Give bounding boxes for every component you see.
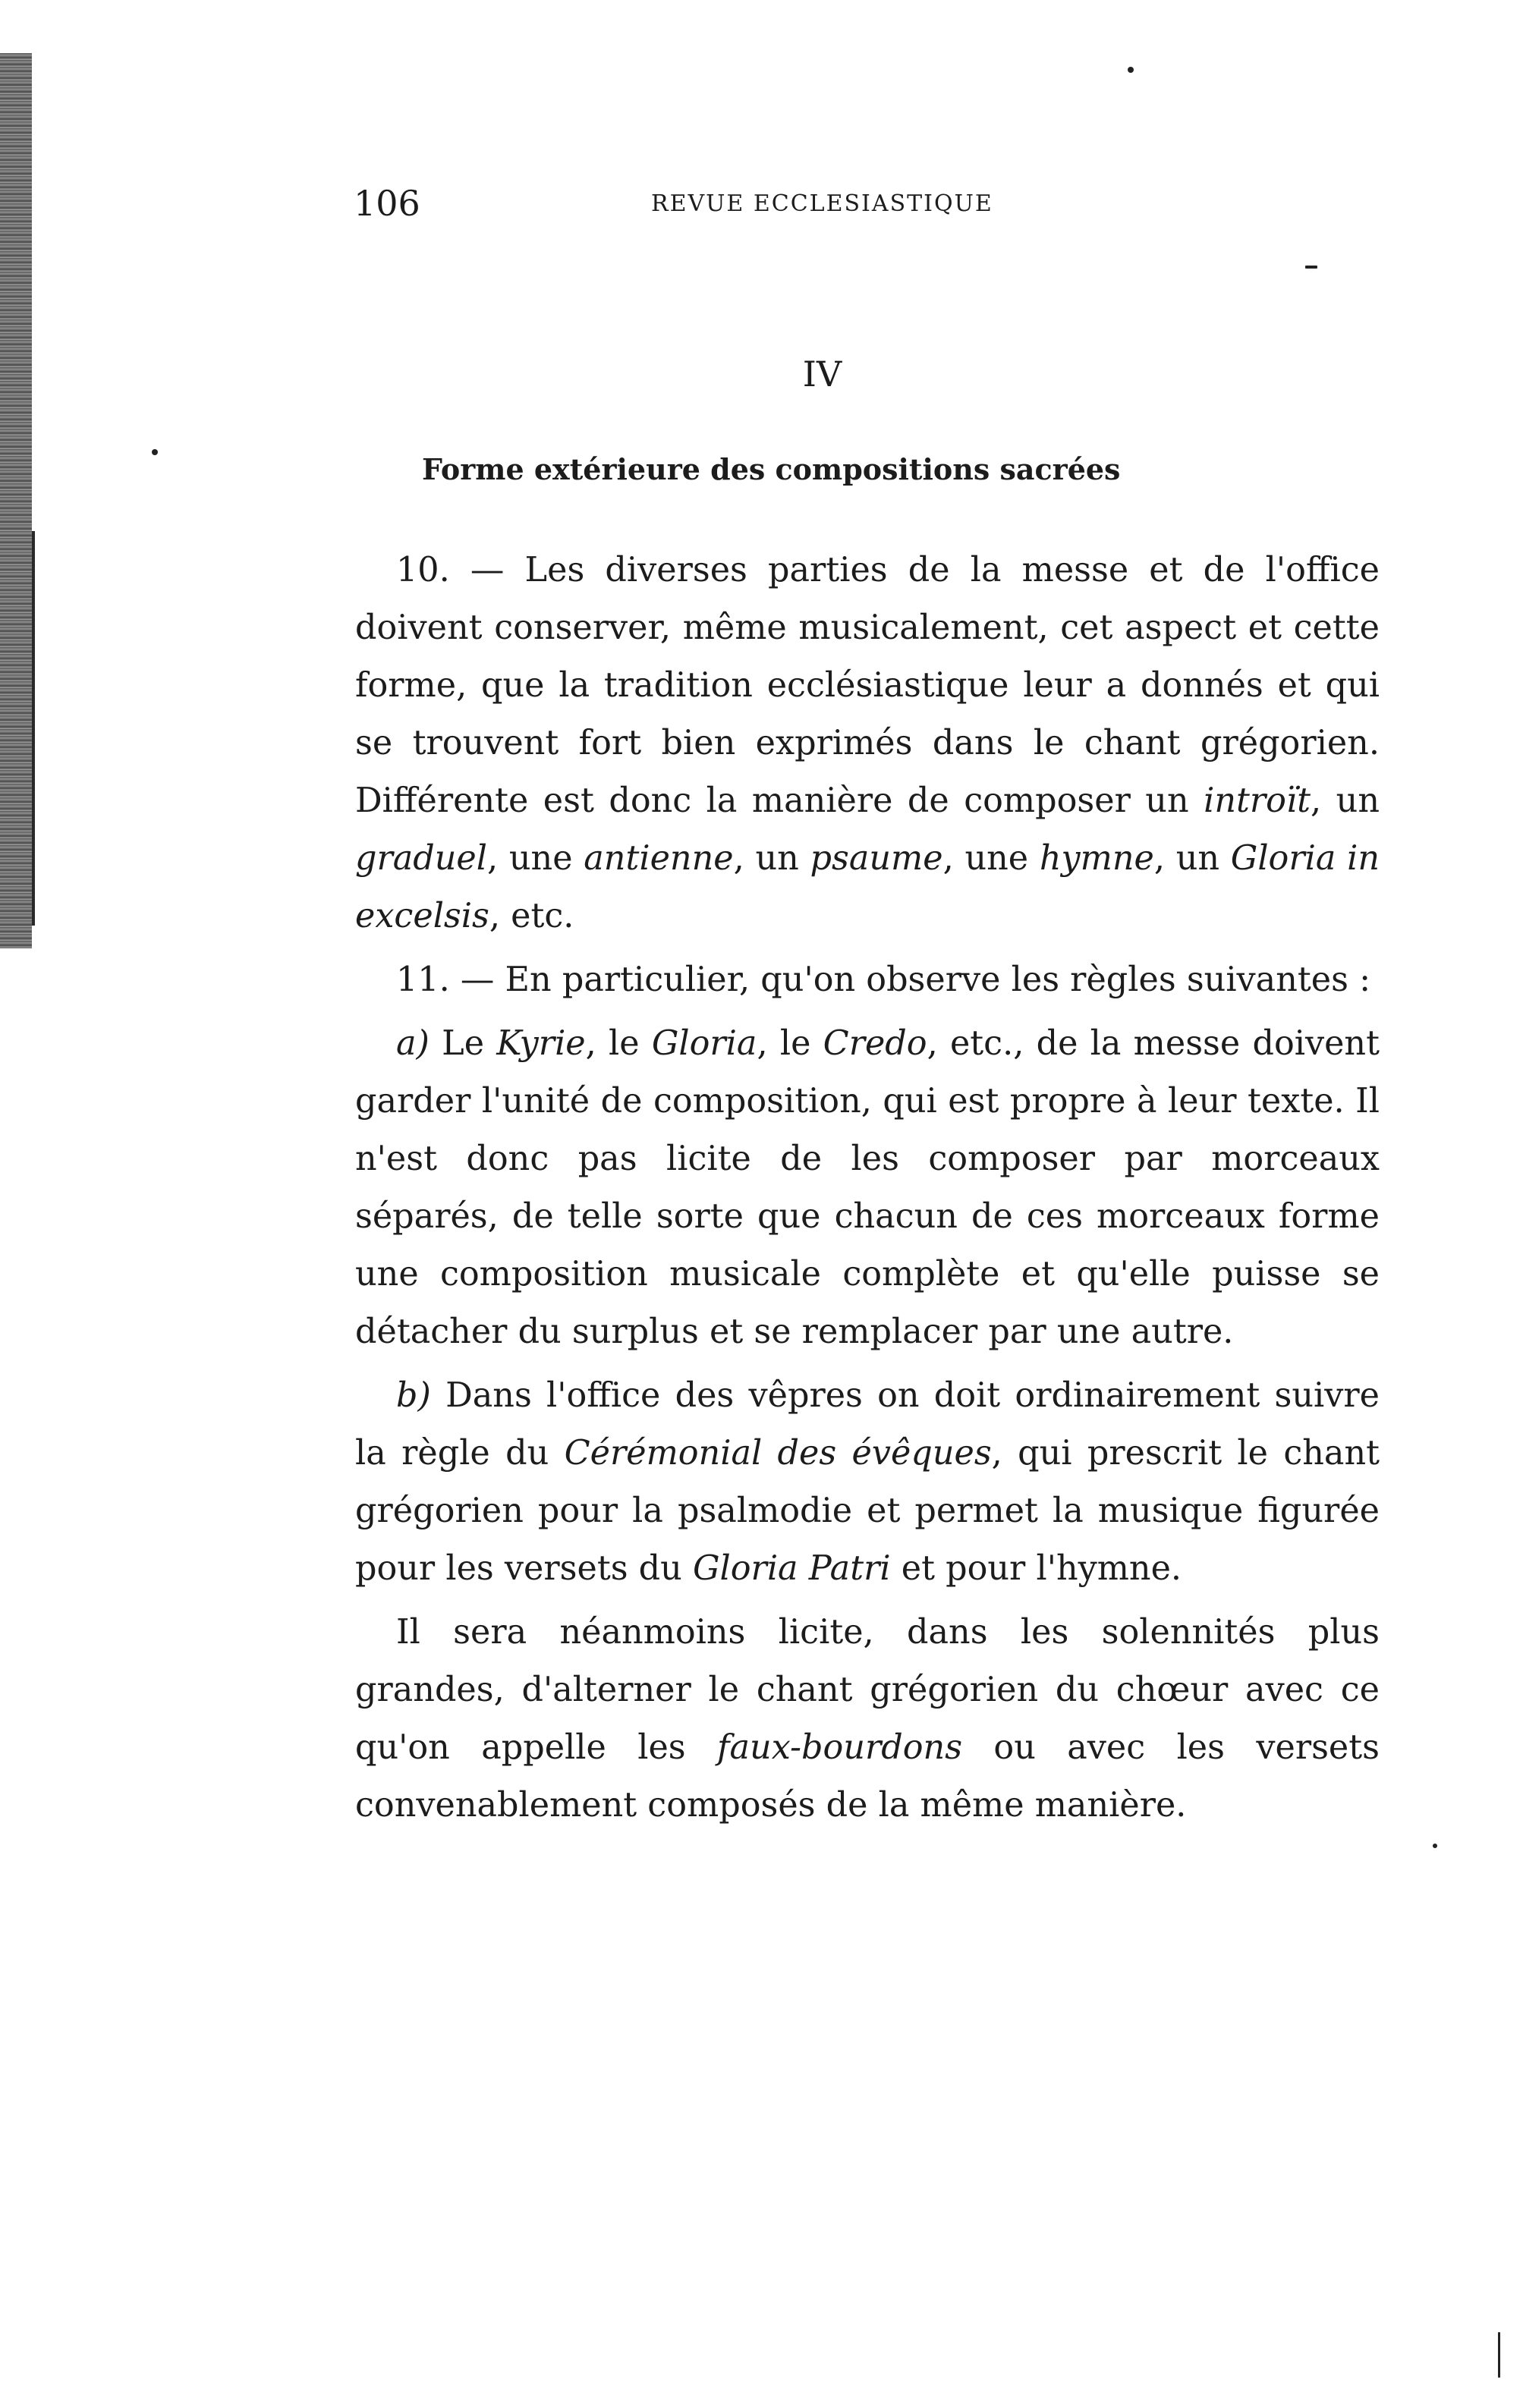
scan-speck bbox=[152, 449, 158, 455]
scan-edge-shadow bbox=[0, 53, 32, 948]
paragraph-text: 11. — En particulier, qu'on observe les règles suivantes : bbox=[396, 960, 1371, 999]
italic-term: Kyrie bbox=[496, 1024, 586, 1063]
paragraph-text: , une bbox=[942, 839, 1040, 878]
italic-term: Gloria Patri bbox=[692, 1549, 891, 1588]
paragraph-text: , un bbox=[733, 839, 810, 878]
paragraph-text: , un bbox=[1311, 781, 1380, 820]
scan-speck bbox=[1305, 266, 1317, 269]
list-marker: a) bbox=[396, 1024, 430, 1063]
italic-term: Credo bbox=[823, 1024, 927, 1063]
paragraph-text: , un bbox=[1153, 839, 1231, 878]
paragraph-text: , le bbox=[585, 1024, 652, 1063]
italic-term: Gloria bbox=[651, 1024, 757, 1063]
paragraph-text: , le bbox=[757, 1024, 823, 1063]
body-text bbox=[355, 542, 1380, 1841]
paragraph-text: , qui prescrit le chant grégorien pour la psalmodie et permet la musique figurée pour les versets du bbox=[355, 1434, 1380, 1588]
paragraph-text: , une bbox=[487, 839, 584, 878]
section-number: IV bbox=[802, 354, 842, 395]
section-title: Forme extérieure des compositions sacrées bbox=[422, 452, 1121, 486]
paragraph-text: Le bbox=[429, 1024, 497, 1063]
italic-term: faux-bourdons bbox=[717, 1728, 963, 1767]
paragraph-text: Il sera néanmoins licite, dans les solennités plus grandes, d'alterner le chant grégorien du chœur avec ce qu'on appelle les bbox=[355, 1613, 1380, 1767]
paragraph-text: , etc., de la messe doivent garder l'unité de composition, qui est propre à leur texte. Il n'est donc pas licite de les composer par morceaux séparés, de telle sorte que chacun de ces morceaux forme une composition musicale complète et qu'elle puisse se détacher du surplus et se remplacer par une autre. bbox=[355, 1024, 1380, 1351]
running-head bbox=[354, 181, 1363, 226]
list-marker: b) bbox=[396, 1376, 431, 1415]
running-title: REVUE ECCLESIASTIQUE bbox=[651, 190, 993, 217]
paragraph-text: Dans l'office des vêpres on doit ordinairement suivre la règle du bbox=[355, 1376, 1380, 1473]
paragraph-c bbox=[355, 1604, 1380, 1834]
page-number: 106 bbox=[354, 183, 420, 224]
paragraph-text: ou avec les versets convenablement composés de la même manière. bbox=[355, 1728, 1380, 1825]
scan-speck bbox=[1433, 1844, 1437, 1848]
paragraph-a bbox=[355, 1015, 1380, 1361]
italic-term: Gloria in excelsis bbox=[355, 839, 1380, 935]
italic-term: psaume bbox=[810, 839, 943, 878]
paragraph-text: , etc. bbox=[489, 897, 574, 935]
paragraph-11 bbox=[355, 951, 1380, 1009]
italic-term: Cérémonial des évêques bbox=[564, 1434, 992, 1473]
italic-term: introït bbox=[1204, 781, 1311, 820]
paragraph-b bbox=[355, 1367, 1380, 1598]
paragraph-10 bbox=[355, 542, 1380, 945]
italic-term: graduel bbox=[355, 839, 488, 878]
scan-speck bbox=[1498, 2332, 1500, 2378]
italic-term: antienne bbox=[584, 839, 734, 878]
paragraph-text: et pour l'hymne. bbox=[890, 1549, 1182, 1588]
scan-speck bbox=[1128, 67, 1134, 73]
scan-edge-line bbox=[32, 531, 35, 926]
paragraph-text: 10. — Les diverses parties de la messe et de l'office doivent conserver, même musicalement, cet aspect et cette forme, que la tradition ecclésiastique leur a donnés et qui se trouvent fort bien exprimés dans le chant grégorien. Différente est donc la manière de composer un bbox=[355, 551, 1380, 820]
italic-term: hymne bbox=[1039, 839, 1154, 878]
